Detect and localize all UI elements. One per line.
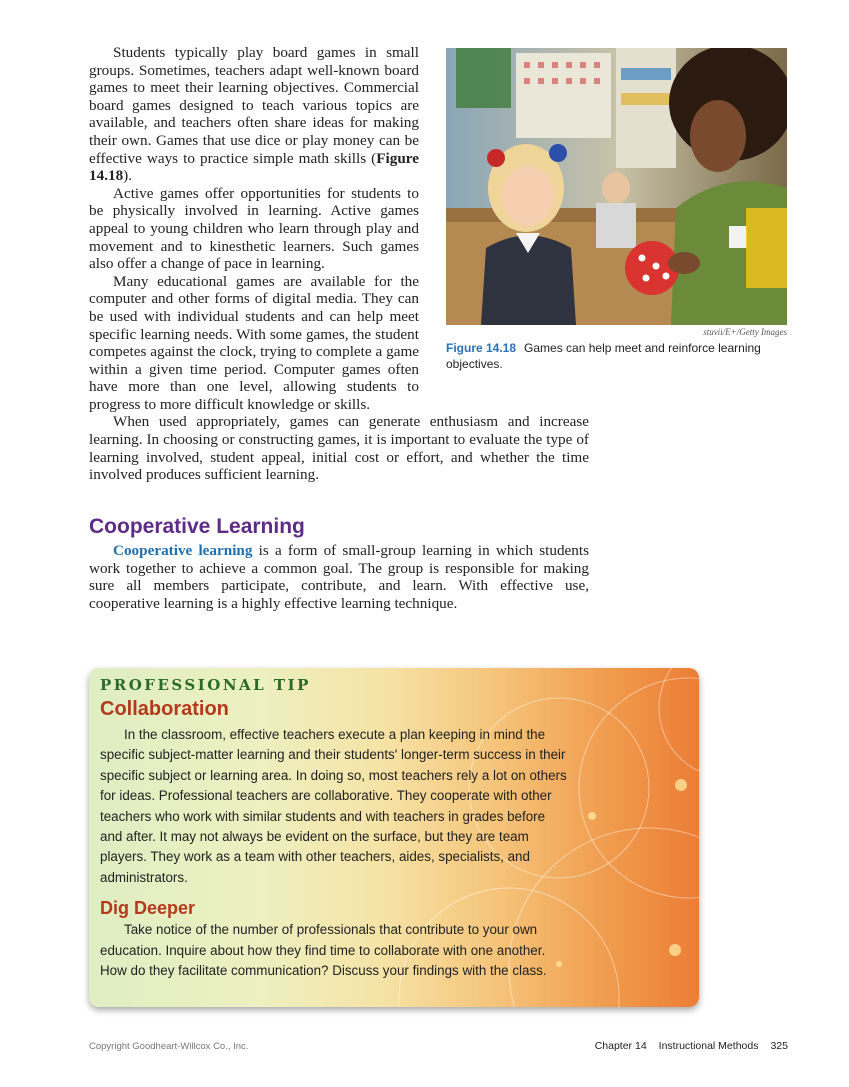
photo-credit: stuvii/E+/Getty Images: [703, 327, 787, 337]
footer-page-info: [583, 1040, 788, 1052]
figure-caption: [446, 340, 791, 372]
glossary-term-link[interactable]: Cooperative learning: [113, 542, 253, 559]
paragraph-board-games: Students typically play board games in small groups. Sometimes, teachers adapt well-known board games to meet their learning objectives. Commercial board games designed to teach various topics are available, and teachers often share ideas for making their own. Games that use dice or play money can be effective ways to practice simple math skills (Figure 14.18).: [89, 44, 419, 185]
paragraph-active-games: Active games offer opportunities for students to be physically involved in learning. Active games appeal to young children who learn through play and movement and to kinesthetic learners. Such games also offer a change of pace in learning.: [89, 184, 419, 273]
figure-caption-text: Games can help meet and reinforce learning objectives.: [446, 341, 761, 371]
footer-chapter: Chapter 14: [594, 1040, 647, 1052]
professional-tip-box: [89, 668, 699, 1007]
dig-deeper-body: Take notice of the number of professionals that contribute to your own education. Inquire about how they find time to collaborate with one another. How do they facilitate communication? Discuss your findings with the class.: [100, 922, 547, 979]
tip-title: Collaboration: [100, 698, 229, 720]
professional-tip-label: PROFESSIONAL TIP: [100, 676, 311, 694]
footer-copyright: Copyright Goodheart-Willcox Co., Inc.: [89, 1041, 249, 1052]
figure-label: Figure 14.18: [446, 341, 517, 355]
paragraph-cooperative-learning: Cooperative learning is a form of small-group learning in which students work together to achieve a common goal. The group is responsible for making sure all members participate, contribute, and learn. With effective use, cooperative learning is a highly effective learning technique.: [89, 542, 589, 612]
section-heading-cooperative-learning: Cooperative Learning: [89, 515, 305, 538]
paragraph-computer-games: Many educational games are available for the computer and other forms of digital media. They can be used with individual students and can help meet specific learning needs. With some games, the student competes against the clock, trying to complete a game within a given time period. Computer games often have more than one level, allowing students to progress to more difficult knowledge or skills.: [89, 272, 419, 413]
paragraph-games-appropriate: When used appropriately, games can generate enthusiasm and increase learning. In choosing or constructing games, it is important to evaluate the type of learning involved, student appeal, initial cost or effort, and whether the time involved produces sufficient learning.: [89, 413, 589, 484]
dig-deeper-heading: Dig Deeper: [100, 898, 196, 919]
footer-section: Instructional Methods: [658, 1040, 759, 1052]
figure-reference[interactable]: Figure 14.18: [89, 149, 419, 185]
footer-page-number: 325: [770, 1040, 788, 1052]
classroom-photo: [446, 48, 787, 325]
tip-body: In the classroom, effective teachers execute a plan keeping in mind the specific subject-matter learning and their students' longer-term success in their specific subject or learning area. In doing so, most teachers rely a lot on others for ideas. Professional teachers are collaborative. They cooperate with other teachers who work with similar students and with teachers in grades before and after. It may not always be evident on the surface, but they are team players. They work as a team with other teachers, aides, specialists, and administrators.: [100, 727, 567, 885]
